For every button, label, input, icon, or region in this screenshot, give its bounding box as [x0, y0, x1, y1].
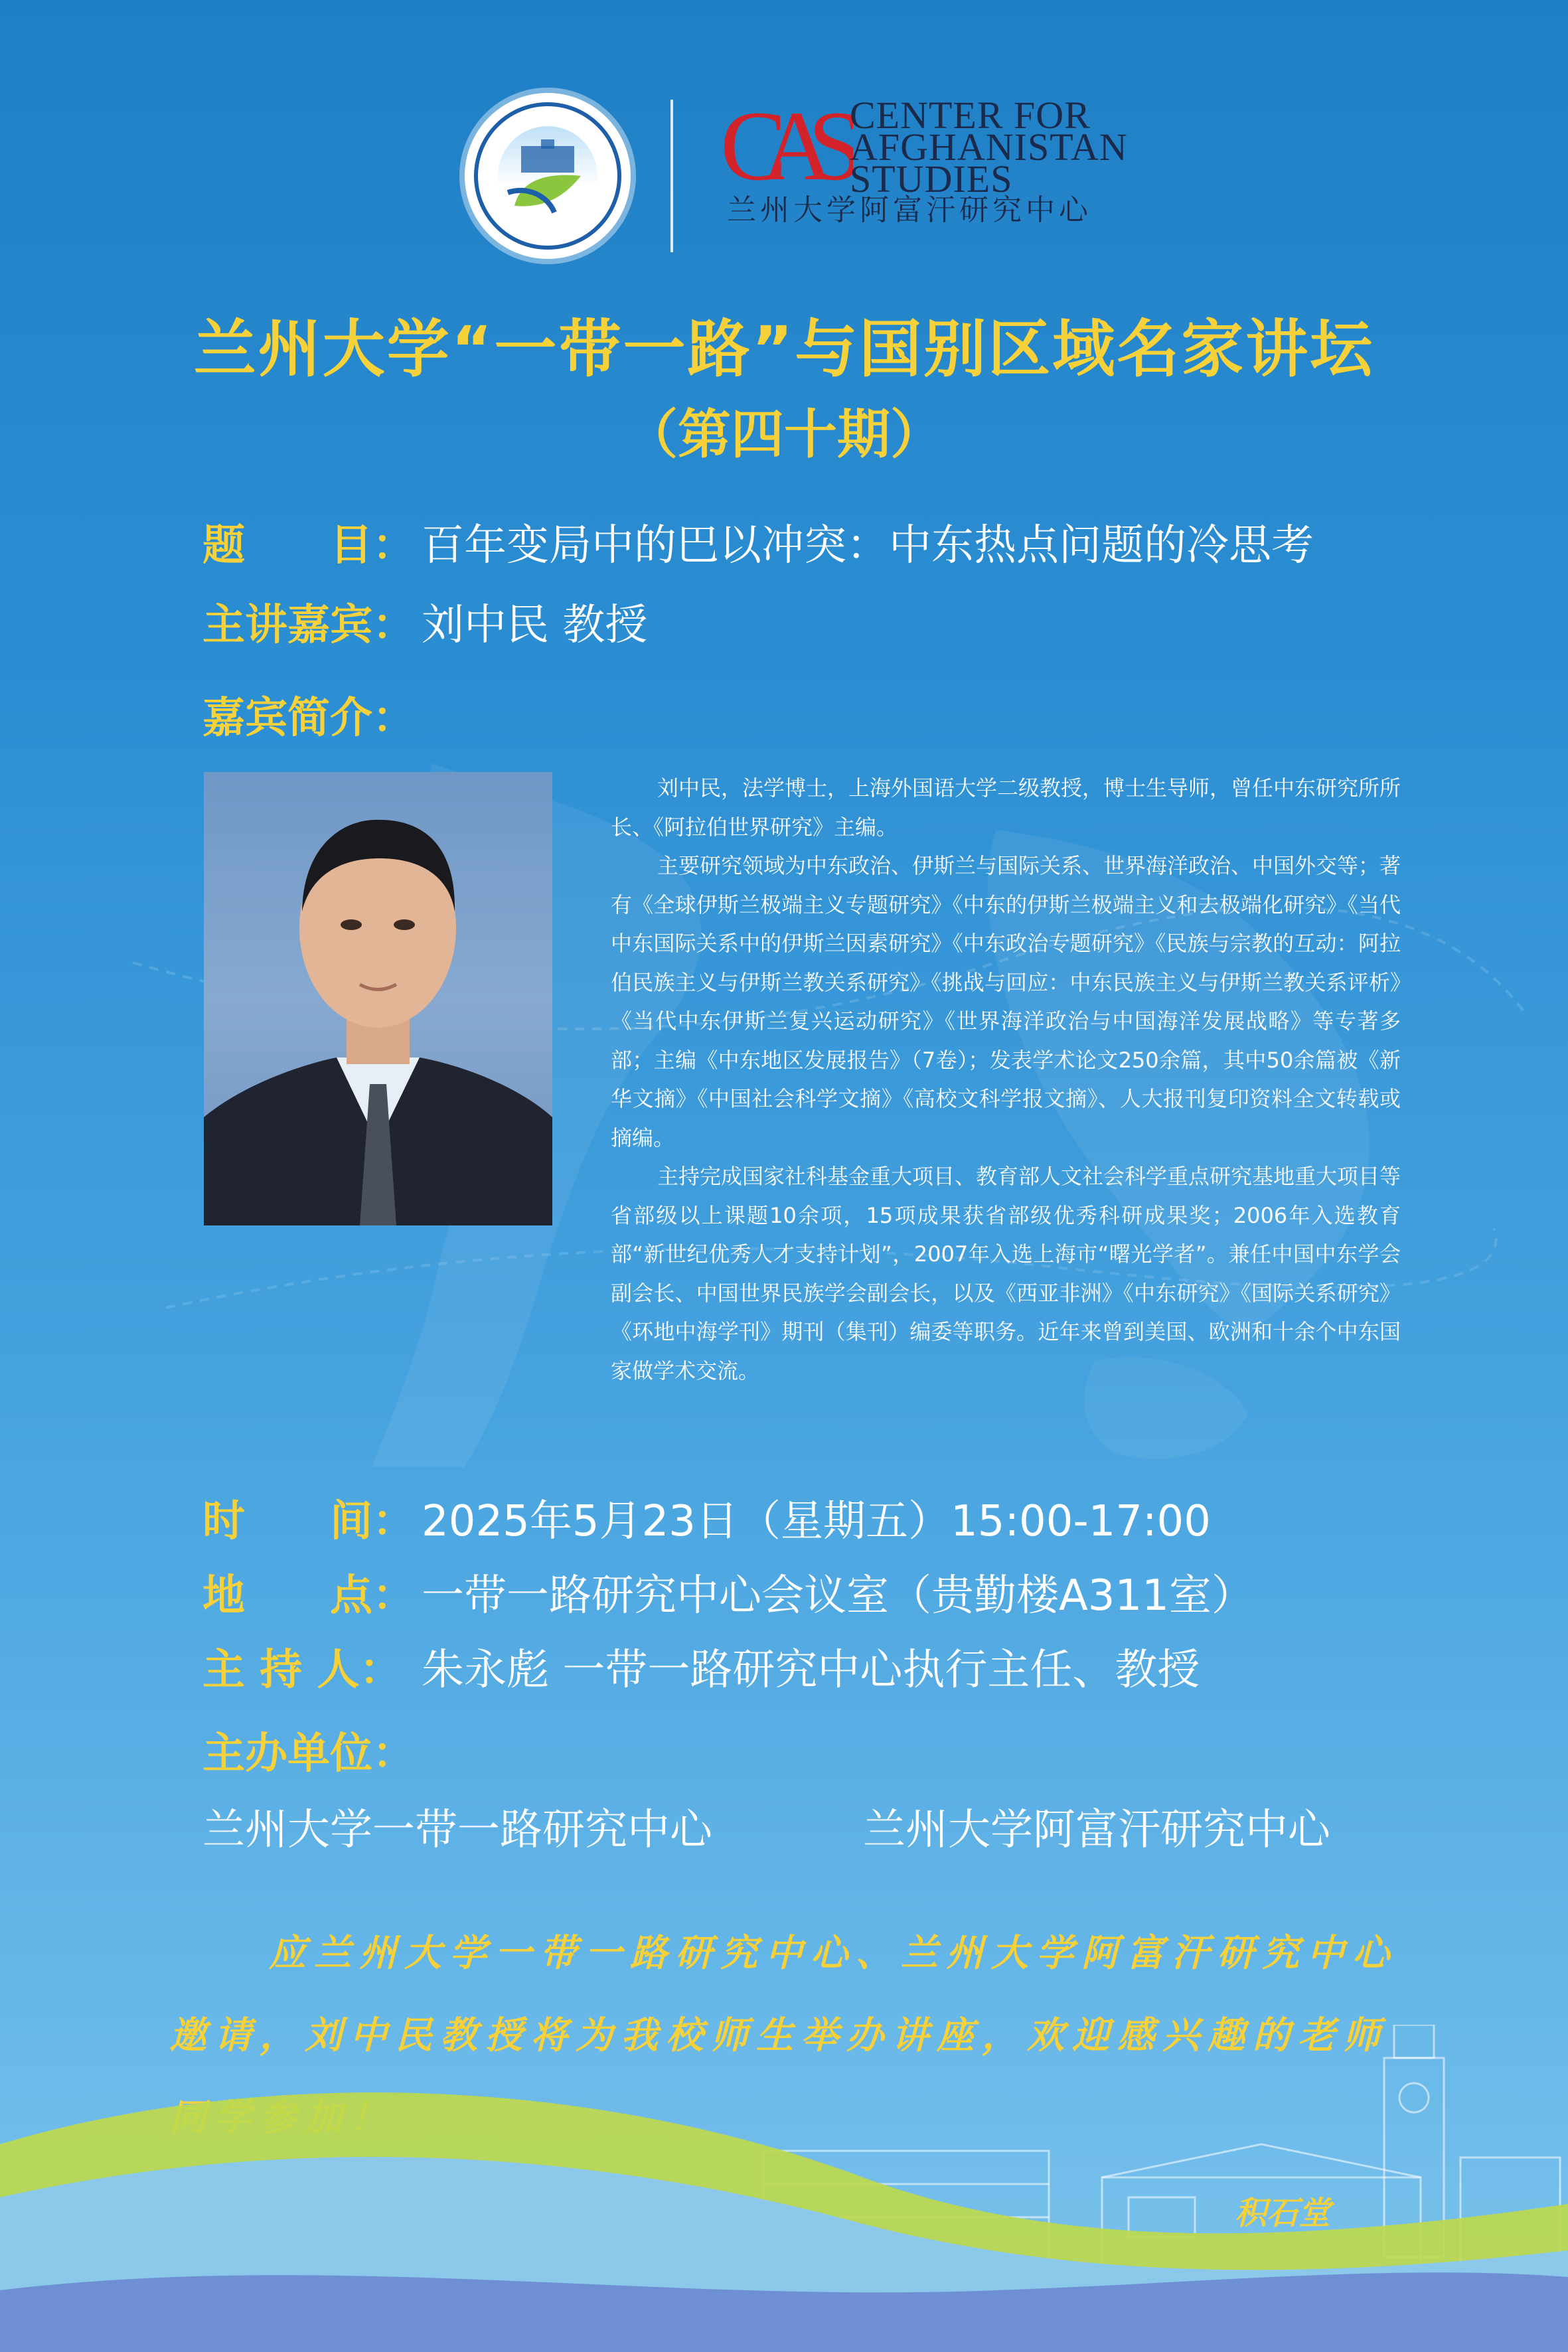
- cas-english-name: CENTER FOR AFGHANISTAN STUDIES: [850, 94, 1128, 200]
- speaker-biography: [611, 769, 1401, 1390]
- cas-chinese-name: 兰州大学阿富汗研究中心: [727, 193, 1092, 227]
- host-row: [202, 1636, 1200, 1697]
- cas-logo-mark: [720, 100, 853, 193]
- leaf-emblem-icon: [501, 139, 594, 219]
- building-sign-text: 积石堂: [1235, 2195, 1331, 2232]
- host-label: 主 持 人：: [202, 1646, 402, 1695]
- place-row: [202, 1561, 1254, 1622]
- speaker-row: [202, 591, 647, 652]
- belt-road-center-seal-logo: [465, 93, 631, 259]
- topic-row: [202, 511, 1314, 572]
- forum-title: 兰州大学“一带一路”与国别区域名家讲坛: [193, 313, 1375, 386]
- topic-value: 百年变局中的巴以冲突：中东热点问题的冷思考: [422, 521, 1314, 570]
- organizer-right: 兰州大学阿富汗研究中心: [863, 1806, 1330, 1855]
- bio-heading-label: 嘉宾简介：: [202, 694, 415, 743]
- bio-paragraph: 主持完成国家社科基金重大项目、教育部人文社会科学重点研究基地重大项目等省部级以上课题10余项，15项成果获省部级优秀科研成果奖；2006年入选教育部“新世纪优秀人才支持计划”，2007年入选上海市“曙光学者”。兼任中国中东学会副会长、中国世界民族学会副会长，以及《西亚非洲》《中东研究》《国际关系研究》《环地中海学刊》期刊（集刊）编委等职务。近年来曾到美国、欧洲和十余个中东国家做学术交流。: [611, 1164, 1401, 1383]
- organizers-heading: [202, 1719, 415, 1780]
- speaker-value: 刘中民 教授: [422, 601, 648, 650]
- portrait-image: [204, 772, 552, 1225]
- bio-paragraph: 刘中民，法学博士，上海外国语大学二级教授，博士生导师，曾任中东研究所所长、《阿拉伯世界研究》主编。: [611, 775, 1401, 840]
- host-value: 朱永彪 一带一路研究中心执行主任、教授: [422, 1646, 1200, 1695]
- topic-label: 题 目：: [202, 521, 415, 570]
- time-value: 2025年5月23日（星期五）15:00-17:00: [422, 1497, 1211, 1546]
- organizer-left: 兰州大学一带一路研究中心: [202, 1806, 712, 1855]
- speaker-label: 主讲嘉宾：: [202, 601, 415, 650]
- svg-text:CAS: CAS: [720, 100, 838, 193]
- place-label: 地 点：: [202, 1571, 415, 1620]
- place-value: 一带一路研究中心会议室（贵勤楼A311室）: [422, 1571, 1254, 1620]
- time-row: [202, 1487, 1211, 1548]
- time-label: 时 间：: [202, 1497, 415, 1546]
- bio-heading: [202, 684, 415, 745]
- header-logos: [465, 73, 1129, 239]
- logo-divider: [670, 100, 673, 252]
- organizers-label: 主办单位：: [202, 1729, 415, 1778]
- bio-paragraph: 主要研究领域为中东政治、伊斯兰与国际关系、世界海洋政治、中国外交等；著有《全球伊斯兰极端主义专题研究》《中东的伊斯兰极端主义和去极端化研究》《当代中东国际关系中的伊斯兰因素研究》《中东政治专题研究》《民族与宗教的互动：阿拉伯民族主义与伊斯兰教关系研究》《挑战与回应：中东民族主义与伊斯兰教关系评析》《当代中东伊斯兰复兴运动研究》《世界海洋政治与中国海洋发展战略》等专著多部；主编《中东地区发展报告》（7卷）；发表学术论文250余篇，其中50余篇被《新华文摘》《中国社会科学文摘》《高校文科学报文摘》、人大报刊复印资料全文转载或摘编。: [611, 853, 1401, 1150]
- invitation-paragraph: 应兰州大学一带一路研究中心、兰州大学阿富汗研究中心邀请，刘中民教授将为我校师生举办讲座，欢迎感兴趣的老师: [169, 1931, 1397, 2057]
- speaker-portrait: [204, 772, 552, 1225]
- issue-number: （第四十期）: [625, 404, 943, 465]
- footer-decoration: [0, 2025, 1568, 2352]
